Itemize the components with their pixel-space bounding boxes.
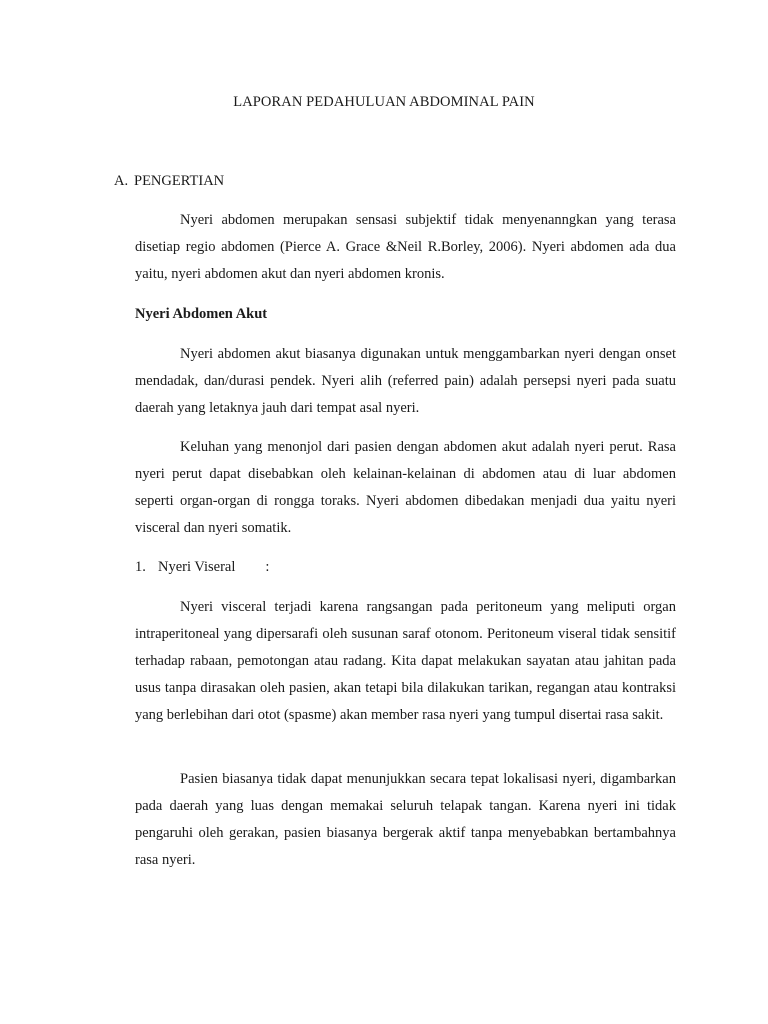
- document-title: LAPORAN PEDAHULUAN ABDOMINAL PAIN: [233, 94, 535, 110]
- list-item-colon: :: [265, 559, 270, 575]
- paragraph-acute-definition: Nyeri abdomen akut biasanya digunakan untuk menggambarkan nyeri dengan onset mendadak, dan/durasi pendek. Nyeri alih (referred pain) adalah persepsi nyeri pada suatu daerah yang letaknya jauh dari tempat asal nyeri.: [135, 346, 676, 416]
- subheading-acute-abdominal-pain: Nyeri Abdomen Akut: [135, 306, 268, 322]
- paragraph-visceral-description: Nyeri visceral terjadi karena rangsangan pada peritoneum yang meliputi organ intraperitoneal yang dipersarafi oleh susunan saraf otonom. Peritoneum viseral tidak sensitif terhadap rabaan, pemotongan atau radang. Kita dapat melakukan sayatan atau jahitan pada usus tanpa dirasakan oleh pasien, akan tetapi bila dilakukan tarikan, regangan atau kontraksi yang berlebihan dari otot (spasme) akan member rasa nyeri yang tumpul disertai rasa sakit.: [135, 599, 676, 723]
- list-item-label: Nyeri Viseral: [158, 559, 236, 575]
- list-item-number: 1.: [135, 559, 146, 575]
- paragraph-visceral-localization: Pasien biasanya tidak dapat menunjukkan secara tepat lokalisasi nyeri, digambarkan pada daerah yang luas dengan memakai seluruh telapak tangan. Karena nyeri ini tidak pengaruhi oleh gerakan, pasien biasanya bergerak aktif tanpa menyebabkan bertambahnya rasa nyeri.: [135, 771, 676, 868]
- paragraph-definition: Nyeri abdomen merupakan sensasi subjektif tidak menyenanngkan yang terasa disetiap regio abdomen (Pierce A. Grace &Neil R.Borley, 2006). Nyeri abdomen ada dua yaitu, nyeri abdomen akut dan nyeri abdomen kronis.: [135, 212, 676, 282]
- paragraph-acute-complaints: Keluhan yang menonjol dari pasien dengan abdomen akut adalah nyeri perut. Rasa nyeri perut dapat disebabkan oleh kelainan-kelainan di abdomen atau di luar abdomen seperti organ-organ di rongga toraks. Nyeri abdomen dibedakan menjadi dua yaitu nyeri visceral dan nyeri somatik.: [135, 439, 676, 536]
- section-letter: A.: [114, 173, 129, 189]
- section-heading: [114, 172, 224, 190]
- list-item-visceral: [135, 558, 269, 576]
- section-title: PENGERTIAN: [134, 173, 225, 189]
